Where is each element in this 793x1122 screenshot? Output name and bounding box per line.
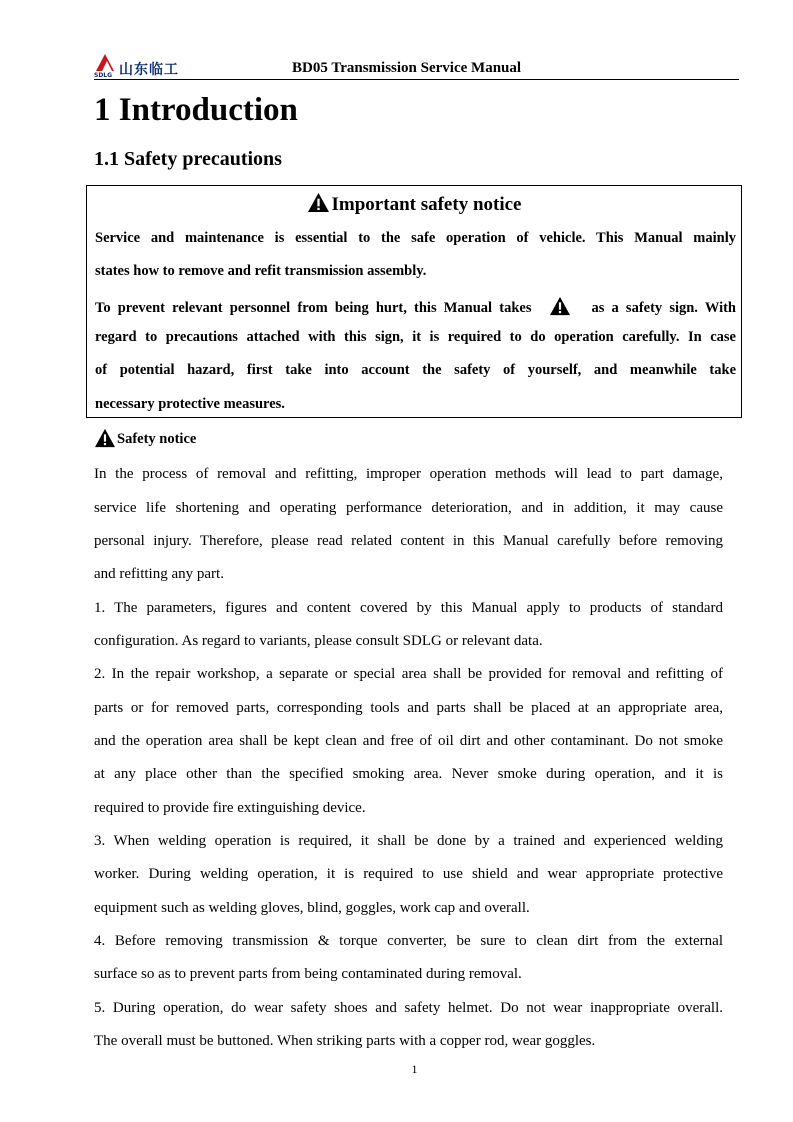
body-line: personal injury. Therefore, please read related content in this Manual carefully before removing <box>94 533 723 549</box>
logo-mark-icon <box>94 52 118 72</box>
notice-line: of potential hazard, first take into account the safety of yourself, and meanwhile take <box>95 362 736 378</box>
body-line: 4. Before removing transmission & torque converter, be sure to clean dirt from the external <box>94 933 723 949</box>
header-rule <box>94 79 739 80</box>
body-line: parts or for removed parts, corresponding tools and parts shall be placed at an appropriate area, <box>94 700 723 716</box>
body-line: surface so as to prevent parts from being contaminated during removal. <box>94 966 522 982</box>
notice-line-part: To prevent relevant personnel from being hurt, this Manual takes <box>95 300 532 316</box>
page-header <box>94 52 739 88</box>
logo-chinese-text: 山东临工 <box>119 62 179 78</box>
body-line: 3. When welding operation is required, it shall be done by a trained and experienced welding <box>94 833 723 849</box>
notice-title <box>87 192 741 216</box>
sdlg-logo <box>94 52 204 82</box>
chapter-heading: 1 Introduction <box>94 92 298 128</box>
safety-notice-heading <box>94 428 196 448</box>
section-heading: 1.1 Safety precautions <box>94 148 282 170</box>
body-line: The overall must be buttoned. When striking parts with a copper rod, wear goggles. <box>94 1033 596 1049</box>
logo-english-text: SDLG <box>94 72 113 79</box>
page-number: 1 <box>411 1062 418 1076</box>
body-line: worker. During welding operation, it is required to use shield and wear appropriate protective <box>94 866 723 882</box>
notice-line-part: as a safety sign. With <box>591 300 736 316</box>
body-line: service life shortening and operating performance deterioration, and in addition, it may cause <box>94 500 723 516</box>
body-line: configuration. As regard to variants, please consult SDLG or relevant data. <box>94 633 543 649</box>
body-line: and refitting any part. <box>94 566 224 582</box>
notice-line <box>95 296 736 317</box>
body-line: 2. In the repair workshop, a separate or special area shall be provided for removal and refitting of <box>94 666 723 682</box>
body-line: at any place other than the specified smoking area. Never smoke during operation, and it is <box>94 766 723 782</box>
notice-title-text: Important safety notice <box>331 194 522 215</box>
safety-notice-label: Safety notice <box>117 431 197 447</box>
body-line: In the process of removal and refitting, improper operation methods will lead to part damage, <box>94 466 723 482</box>
warning-triangle-icon <box>549 296 571 316</box>
body-line: equipment such as welding gloves, blind, goggles, work cap and overall. <box>94 900 530 916</box>
body-line: 1. The parameters, figures and content covered by this Manual apply to products of standard <box>94 600 723 616</box>
running-title: BD05 Transmission Service Manual <box>292 60 522 76</box>
notice-line: states how to remove and refit transmission assembly. <box>95 263 427 279</box>
notice-line: Service and maintenance is essential to the safe operation of vehicle. This Manual mainly <box>95 230 736 246</box>
notice-line: necessary protective measures. <box>95 396 285 412</box>
warning-triangle-icon <box>94 428 116 448</box>
body-line: required to provide fire extinguishing device. <box>94 800 366 816</box>
body-line: 5. During operation, do wear safety shoes and safety helmet. Do not wear inappropriate overall. <box>94 1000 723 1016</box>
warning-triangle-icon <box>307 192 330 213</box>
important-safety-notice-box <box>86 185 742 418</box>
body-line: and the operation area shall be kept clean and free of oil dirt and other contaminant. Do not smoke <box>94 733 723 749</box>
notice-line: regard to precautions attached with this sign, it is required to do operation carefully. In case <box>95 329 736 345</box>
